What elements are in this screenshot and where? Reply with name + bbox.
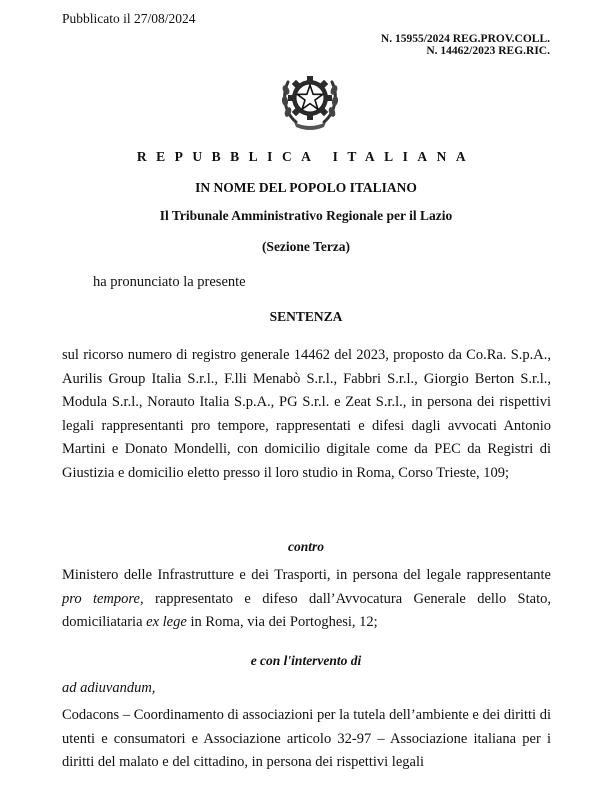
section-heading: (Sezione Terza) — [261, 239, 351, 254]
publication-date: Pubblicato il 27/08/2024 — [62, 11, 196, 26]
ministry-text-2: , rappresentato e difeso dall’Avvocatura Generale dello Stato, domiciliataria — [62, 590, 551, 631]
codacons-paragraph: Codacons – Coordinamento di associazioni per la tutela dell’ambiente e dei diritti di utenti e consumatori e Associazione articolo 32-97 – Associazione italiana per i diritti del malato e del cittadino, in persona dei rispettivi legali — [62, 707, 551, 771]
ex-lege-italic: ex lege — [146, 614, 187, 631]
pronounced-text: ha pronunciato la presente — [93, 274, 246, 290]
against-heading: contro — [287, 539, 324, 554]
ministry-text-1: Ministero delle Infrastrutture e dei Trasporti, in persona del legale rappresentante — [62, 567, 551, 583]
republic-heading: REPUBBLICA ITALIANA — [136, 149, 476, 164]
intervention-heading: e con l'intervento di — [250, 653, 362, 668]
ref-prov-coll: N. 15955/2024 REG.PROV.COLL. — [380, 33, 550, 45]
pro-tempore-italic: pro tempore — [62, 590, 140, 607]
appeal-paragraph: sul ricorso numero di registro generale 14462 del 2023, proposto da Co.Ra. S.p.A., Aurilis Group Italia S.r.l., F.lli Menabò S.r.l., Fabbri S.r.l., Giorgio Berton S.r.l., Modula S.r.l., Norauto Italia S.p.A., PG S.r.l. e Zeat S.r.l., in persona dei rispettivi legali rappresentanti pro tempore, rappresentati e difesi dagli avvocati Antonio Martini e Donato Mondelli, con domicilio digitale come da PEC da Registri di Giustizia e domicilio eletto presso il loro studio in Roma, Corso Trieste, 109; — [62, 347, 551, 481]
italian-republic-emblem-icon — [278, 62, 342, 132]
ad-adiuvandum-label: ad adiuvandum, — [62, 680, 156, 696]
judgment-title: SENTENZA — [269, 309, 343, 324]
ministry-text-3: in Roma, via dei Portoghesi, 12; — [186, 614, 378, 631]
case-references — [381, 33, 550, 57]
ministry-paragraph — [62, 564, 551, 635]
tribunal-heading: Il Tribunale Amministrativo Regionale per il Lazio — [159, 208, 453, 223]
people-heading: IN NOME DEL POPOLO ITALIANO — [195, 180, 417, 195]
ref-ric: N. 14462/2023 REG.RIC. — [426, 45, 550, 57]
